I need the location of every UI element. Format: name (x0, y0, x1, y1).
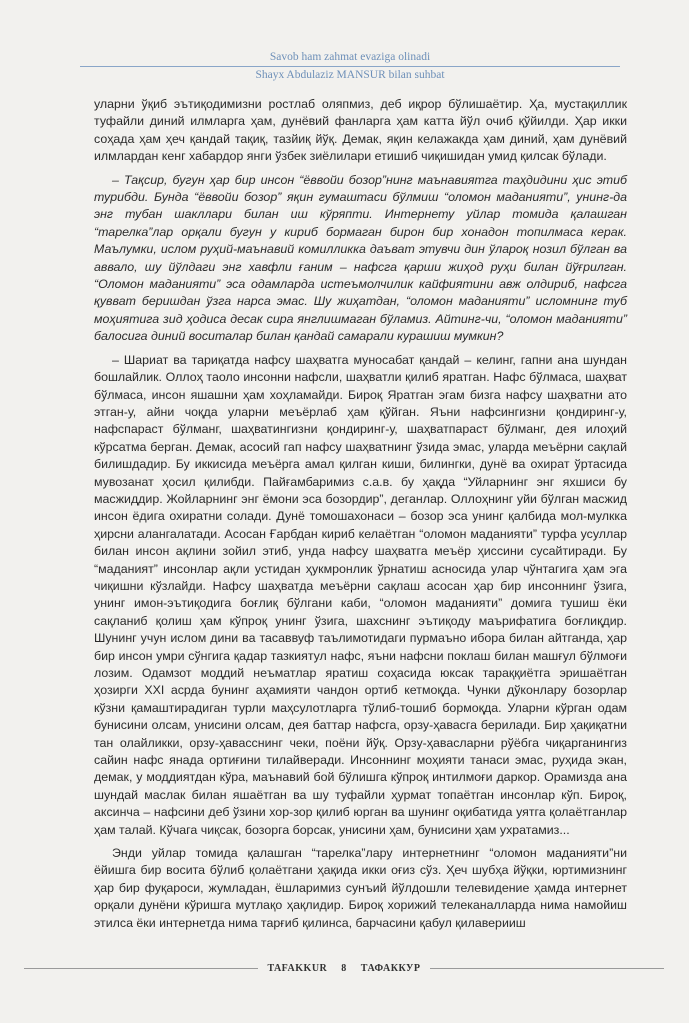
question-paragraph: – Тақсир, бугун ҳар бир инсон “ёввойи бозор”нинг маънавиятга таҳдидини ҳис этиб турибди. Бунда “ёввойи бозор” яқин гумаштаси бўлмиш “оломон маданияти”, унинг-да энг тубан шакллари билан иш кўряпти. Интернету уйлар томида қалашган “тарелка”лар орқали бугун у кириб бормаган бирон бир хонадон топилмаса керак. Маълумки, ислом руҳий-маънавий комилликка даъват этувчи дин ўлароқ нозил бўлган ва аввало, шу йўлдаги энг хавфли ғаним – нафсга қарши жиҳод руҳи билан йўғрилган. “Оломон маданияти” эса одамларда истеъмолчилик кайфиятини авж олдириб, нафсга қувват беришдан ўзга нарса эмас. Шу жиҳатдан, “оломон маданияти” исломнинг туб моҳиятига зид ҳодиса десак сира янглишмаган бўламиз. Айтинг-чи, “оломон маданияти” балосига диний воситалар билан қандай самарали курашиш мумкин? (94, 172, 627, 344)
article-body (94, 96, 627, 938)
running-header (60, 50, 640, 83)
header-line-1: Savob ham zahmat evaziga olinadi (269, 51, 431, 63)
page-footer (24, 963, 664, 974)
header-line-2: Shayx Abdulaziz MANSUR bilan suhbat (255, 69, 445, 81)
header-rule (80, 66, 620, 67)
paragraph-1: уларни ўқиб эътиқодимизни ростлаб оляпмиз, деб иқрор бўлишаётир. Ҳа, мустақиллик туфайли диний илмларга ҳам, дунёвий фанларга ҳам катта йўл очиб қўйилди. Ҳар икки соҳада ҳам ҳеч қандай тақиқ, тазйиқ йўқ. Демак, яқин келажакда ҳам диний, ҳам дунёвий илмлардан кенг хабардор янги ўзбек зиёлилари етишиб чиқишидан умид қилсак бўлади. (94, 97, 627, 164)
footer-rule-right (430, 968, 664, 969)
footer-rule-left (24, 968, 258, 969)
footer-title-latin: TAFAKKUR (267, 963, 328, 974)
page-number: 8 (341, 963, 347, 974)
paragraph-4: Энди уйлар томида қалашган “тарелка”лару интернетнинг “оломон маданияти”ни ёйишга бир восита бўлиб қолаётгани ҳақида икки оғиз сўз. Ҳеч шубҳа йўқки, юртимизнинг ҳар бир фуқароси, жумладан, ёшларимиз сунъий йўлдошли телевидение ҳамда интернет орқали дунёни кўришга мутлақо ҳақлидир. Бироқ хорижий телеканалларда нима намойиш этилса ёки интернетда нима тарғиб қилинса, барчасини қабул қилаверииш (94, 846, 627, 930)
footer-title-cyrillic: ТАФАККУР (360, 963, 421, 974)
answer-paragraph: – Шариат ва тариқатда нафсу шаҳватга муносабат қандай – келинг, гапни ана шундан бошлайлик. Оллоҳ таоло инсонни нафсли, шаҳватли қилиб яратган. Нафс бўлмаса, шаҳват бўлмаса, инсон яшашни ҳам хоҳламайди. Бироқ Яратган эгам бизга нафсу шаҳватни ато этган-у, айни чоқда уларни меъёрлаб ҳам қўйган. Яъни нафсингизни қондиринг-у, нафспараст бўлманг, шаҳватингизни қондиринг-у, шаҳватпараст бўлманг, дея илоҳий кўрсатма берган. Демак, асосий гап нафсу шаҳватнинг ўзида эмас, уларда меъёрни сақлай билишдадир. Бу иккисида меъёрга амал қилган киши, билингки, дунё ва охират ўртасида мувозанат ҳосил қилибди. Пайғамбаримиз с.а.в. бу ҳақда “Уйларнинг энг яхшиси бу масжиддир. Жойларнинг энг ёмони эса бозордир”, деганлар. Оллоҳнинг уйи бўлган масжид инсон ёдига охиратни солади. Дунё томошахонаси – бозор эса унинг қалбида мол-мулкка ҳирсни алангалатади. Асосан Ғарбдан кириб келаётган “оломон маданияти” турфа усуллар билан инсон ақлини зойил этиб, унда нафсу шаҳватга меъёр ҳиссини сусайтиради. Бу “маданият” инсонлар ақли устидан ҳукмронлик ўрнатиш асносида улар чўнтагига ҳам эга чиқишни кўзлайди. Нафсу шаҳватда меъёрни сақлаш асосан ҳар бир инсоннинг ўзига, унинг имон-эътиқодига боғлиқ бўлгани каби, “оломон маданияти” домига тушиш ёки сақланиб қолиш ҳам кўпроқ унинг ўзига, шахснинг эътиқоду маърифатига боғлиқдир. Шунинг учун ислом дини ва тасаввуф таълимотидаги пурмаъно ибора билан айтганда, ҳар бир инсон умри сўнгига қадар тазкиятул нафс, яъни нафсни поклаш билан машғул бўлмоғи лозим. Одамзот моддий неъматлар яратиш соҳасида юксак тараққиётга эришаётган ҳозирги XXI асрда бунинг аҳамияти чандон ортиб кетмоқда. Чунки дўконлару бозорлар кўзни қамаштирадиган турли маҳсулотларга тўлиб-тошиб бормоқда. Уларни кўрган одам бунисини олсам, унисини олсам, дея баттар нафсга, орзу-ҳавасга берилади. Бир ҳақиқатни тан олайликки, орзу-ҳавасснинг чеки, поёни йўқ. Орзу-ҳавасларни рўёбга чиқарганингиз сайин нафс янада ортиғини тилайверади. Инсоннинг моҳияти танаси эмас, руҳида экан, демак, у моддиятдан кўра, маънавий бой бўлишга кўпроқ интилмоғи даркор. Орамизда ана шундай маслак билан яшаётган ва шу туфайли ҳурмат топаётган инсонлар кўп. Бироқ, аксинча – нафсини деб ўзини хор-зор қилиб юрган ва шунинг оқибатида уятга қолаётганлар ҳам талай. Кўчага чиқсак, бозорга борсак, унисини ҳам, бунисини ҳам ухратамиз... (94, 352, 627, 837)
